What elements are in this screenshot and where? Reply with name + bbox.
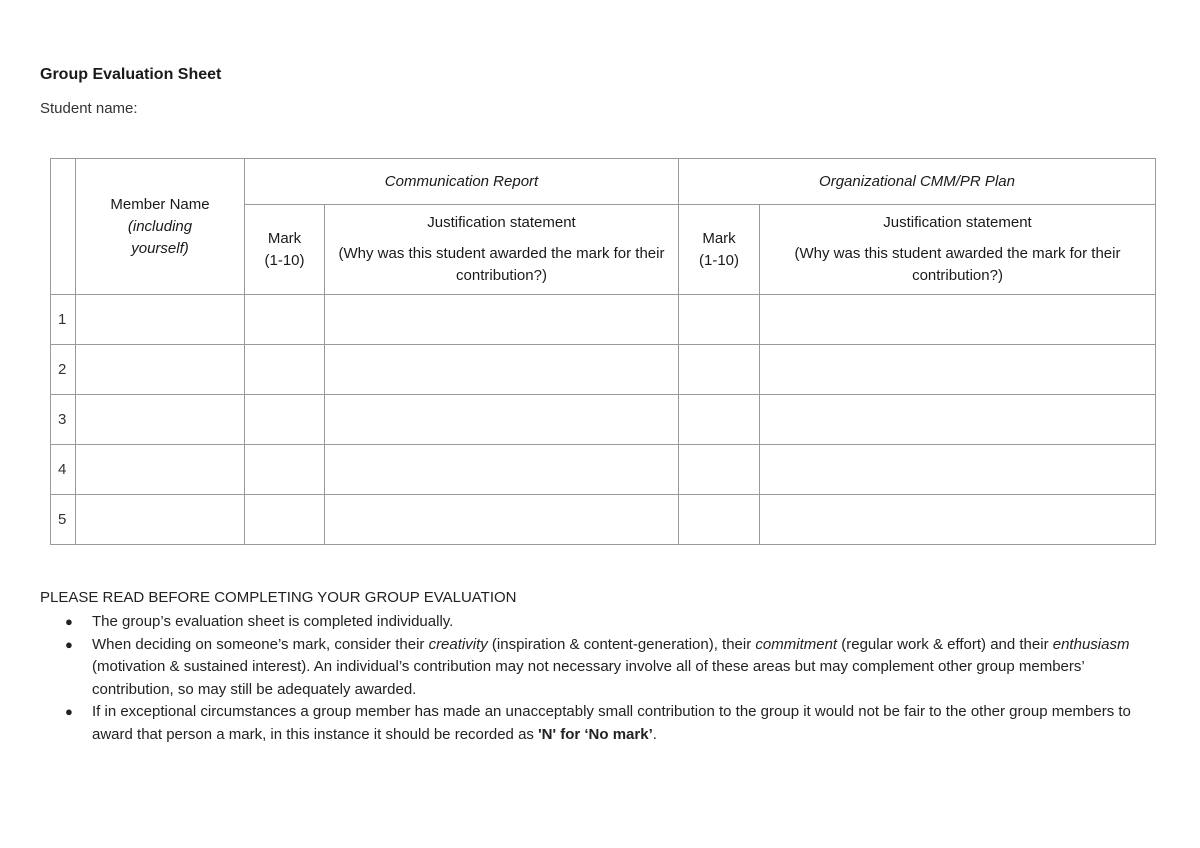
member-name-cell[interactable] [76, 495, 245, 545]
communication-mark-cell[interactable] [245, 345, 325, 395]
organizational-justification-title: Justification statement [883, 214, 1032, 231]
instruction-text: When deciding on someone’s mark, consider their [92, 635, 429, 653]
instruction-text: . [652, 725, 657, 743]
instruction-text: (inspiration & content-generation), their [487, 635, 756, 653]
table-row [51, 445, 1156, 495]
organizational-mark-cell[interactable] [679, 295, 760, 345]
communication-justification-desc: (Why was this student awarded the mark for their contribution?) [338, 245, 665, 284]
emphasis-commitment: commitment [755, 635, 838, 653]
organizational-justification-cell[interactable] [760, 495, 1156, 545]
member-name-header [76, 159, 245, 295]
organizational-mark-cell[interactable] [679, 445, 760, 495]
organizational-justification-cell[interactable] [760, 445, 1156, 495]
member-name-header-line1: Member Name [110, 195, 210, 213]
table-row [51, 395, 1156, 445]
organizational-justification-cell[interactable] [760, 395, 1156, 445]
row-number-header [51, 159, 76, 295]
page-title: Group Evaluation Sheet [40, 66, 222, 83]
organizational-justification-header [760, 205, 1156, 295]
organizational-mark-cell[interactable] [679, 345, 760, 395]
organizational-plan-header: Organizational CMM/PR Plan [679, 159, 1156, 205]
member-name-cell[interactable] [76, 395, 245, 445]
instructions-heading: PLEASE READ BEFORE COMPLETING YOUR GROUP EVALUATION [40, 589, 517, 606]
communication-justification-header [325, 205, 679, 295]
row-number: 5 [51, 495, 76, 545]
organizational-justification-cell[interactable] [760, 295, 1156, 345]
communication-justification-title: Justification statement [427, 214, 576, 231]
list-item [65, 611, 1150, 634]
communication-justification-cell[interactable] [325, 495, 679, 545]
instruction-text: If in exceptional circumstances a group member has made an unacceptably small contribution to the group it would not be fair to the other group members to award that person a mark, in this instance it should be recorded as [92, 703, 1131, 743]
no-mark-emphasis: 'N' for ‘No mark’ [538, 725, 653, 743]
organizational-justification-cell[interactable] [760, 345, 1156, 395]
communication-justification-cell[interactable] [325, 345, 679, 395]
member-name-cell[interactable] [76, 445, 245, 495]
member-name-cell[interactable] [76, 345, 245, 395]
organizational-mark-label: Mark [702, 229, 736, 247]
instructions-list [40, 611, 1150, 746]
emphasis-creativity: creativity [428, 635, 488, 653]
organizational-justification-desc: (Why was this student awarded the mark for their contribution?) [794, 245, 1121, 284]
communication-justification-cell[interactable] [325, 445, 679, 495]
row-number: 4 [51, 445, 76, 495]
communication-justification-cell[interactable] [325, 395, 679, 445]
bullet-icon: ● [65, 636, 73, 652]
communication-justification-cell[interactable] [325, 295, 679, 345]
evaluation-table [50, 158, 1156, 545]
row-number: 1 [51, 295, 76, 345]
bullet-icon: ● [65, 704, 73, 719]
table-row [51, 345, 1156, 395]
emphasis-enthusiasm: enthusiasm [1052, 635, 1130, 653]
list-item [65, 634, 1150, 702]
row-number: 2 [51, 345, 76, 395]
communication-mark-label: Mark [267, 229, 302, 247]
table-row [51, 495, 1156, 545]
organizational-mark-header [679, 205, 760, 295]
communication-mark-cell[interactable] [245, 295, 325, 345]
table-header-row [51, 159, 1156, 205]
list-item [65, 701, 1150, 746]
communication-report-header: Communication Report [245, 159, 679, 205]
communication-mark-cell[interactable] [245, 495, 325, 545]
communication-mark-header [245, 205, 325, 295]
member-name-cell[interactable] [76, 295, 245, 345]
member-name-header-line2: (including [127, 217, 193, 235]
table-row [51, 295, 1156, 345]
communication-mark-cell[interactable] [245, 445, 325, 495]
row-number: 3 [51, 395, 76, 445]
communication-mark-range: (1-10) [264, 251, 305, 269]
communication-mark-cell[interactable] [245, 395, 325, 445]
organizational-mark-cell[interactable] [679, 395, 760, 445]
student-name-label: Student name: [40, 100, 138, 117]
member-name-header-line3: yourself) [131, 239, 189, 257]
instruction-text: The group’s evaluation sheet is completed individually. [92, 613, 454, 630]
organizational-mark-range: (1-10) [698, 251, 739, 269]
bullet-icon: ● [65, 614, 73, 629]
organizational-mark-cell[interactable] [679, 495, 760, 545]
instruction-text: (motivation & sustained interest). An individual’s contribution may not necessary involve all of these areas but may complement other group members’ contribution, so may still be adequately awarded. [92, 658, 1085, 698]
instruction-text: (regular work & effort) and their [837, 635, 1053, 653]
